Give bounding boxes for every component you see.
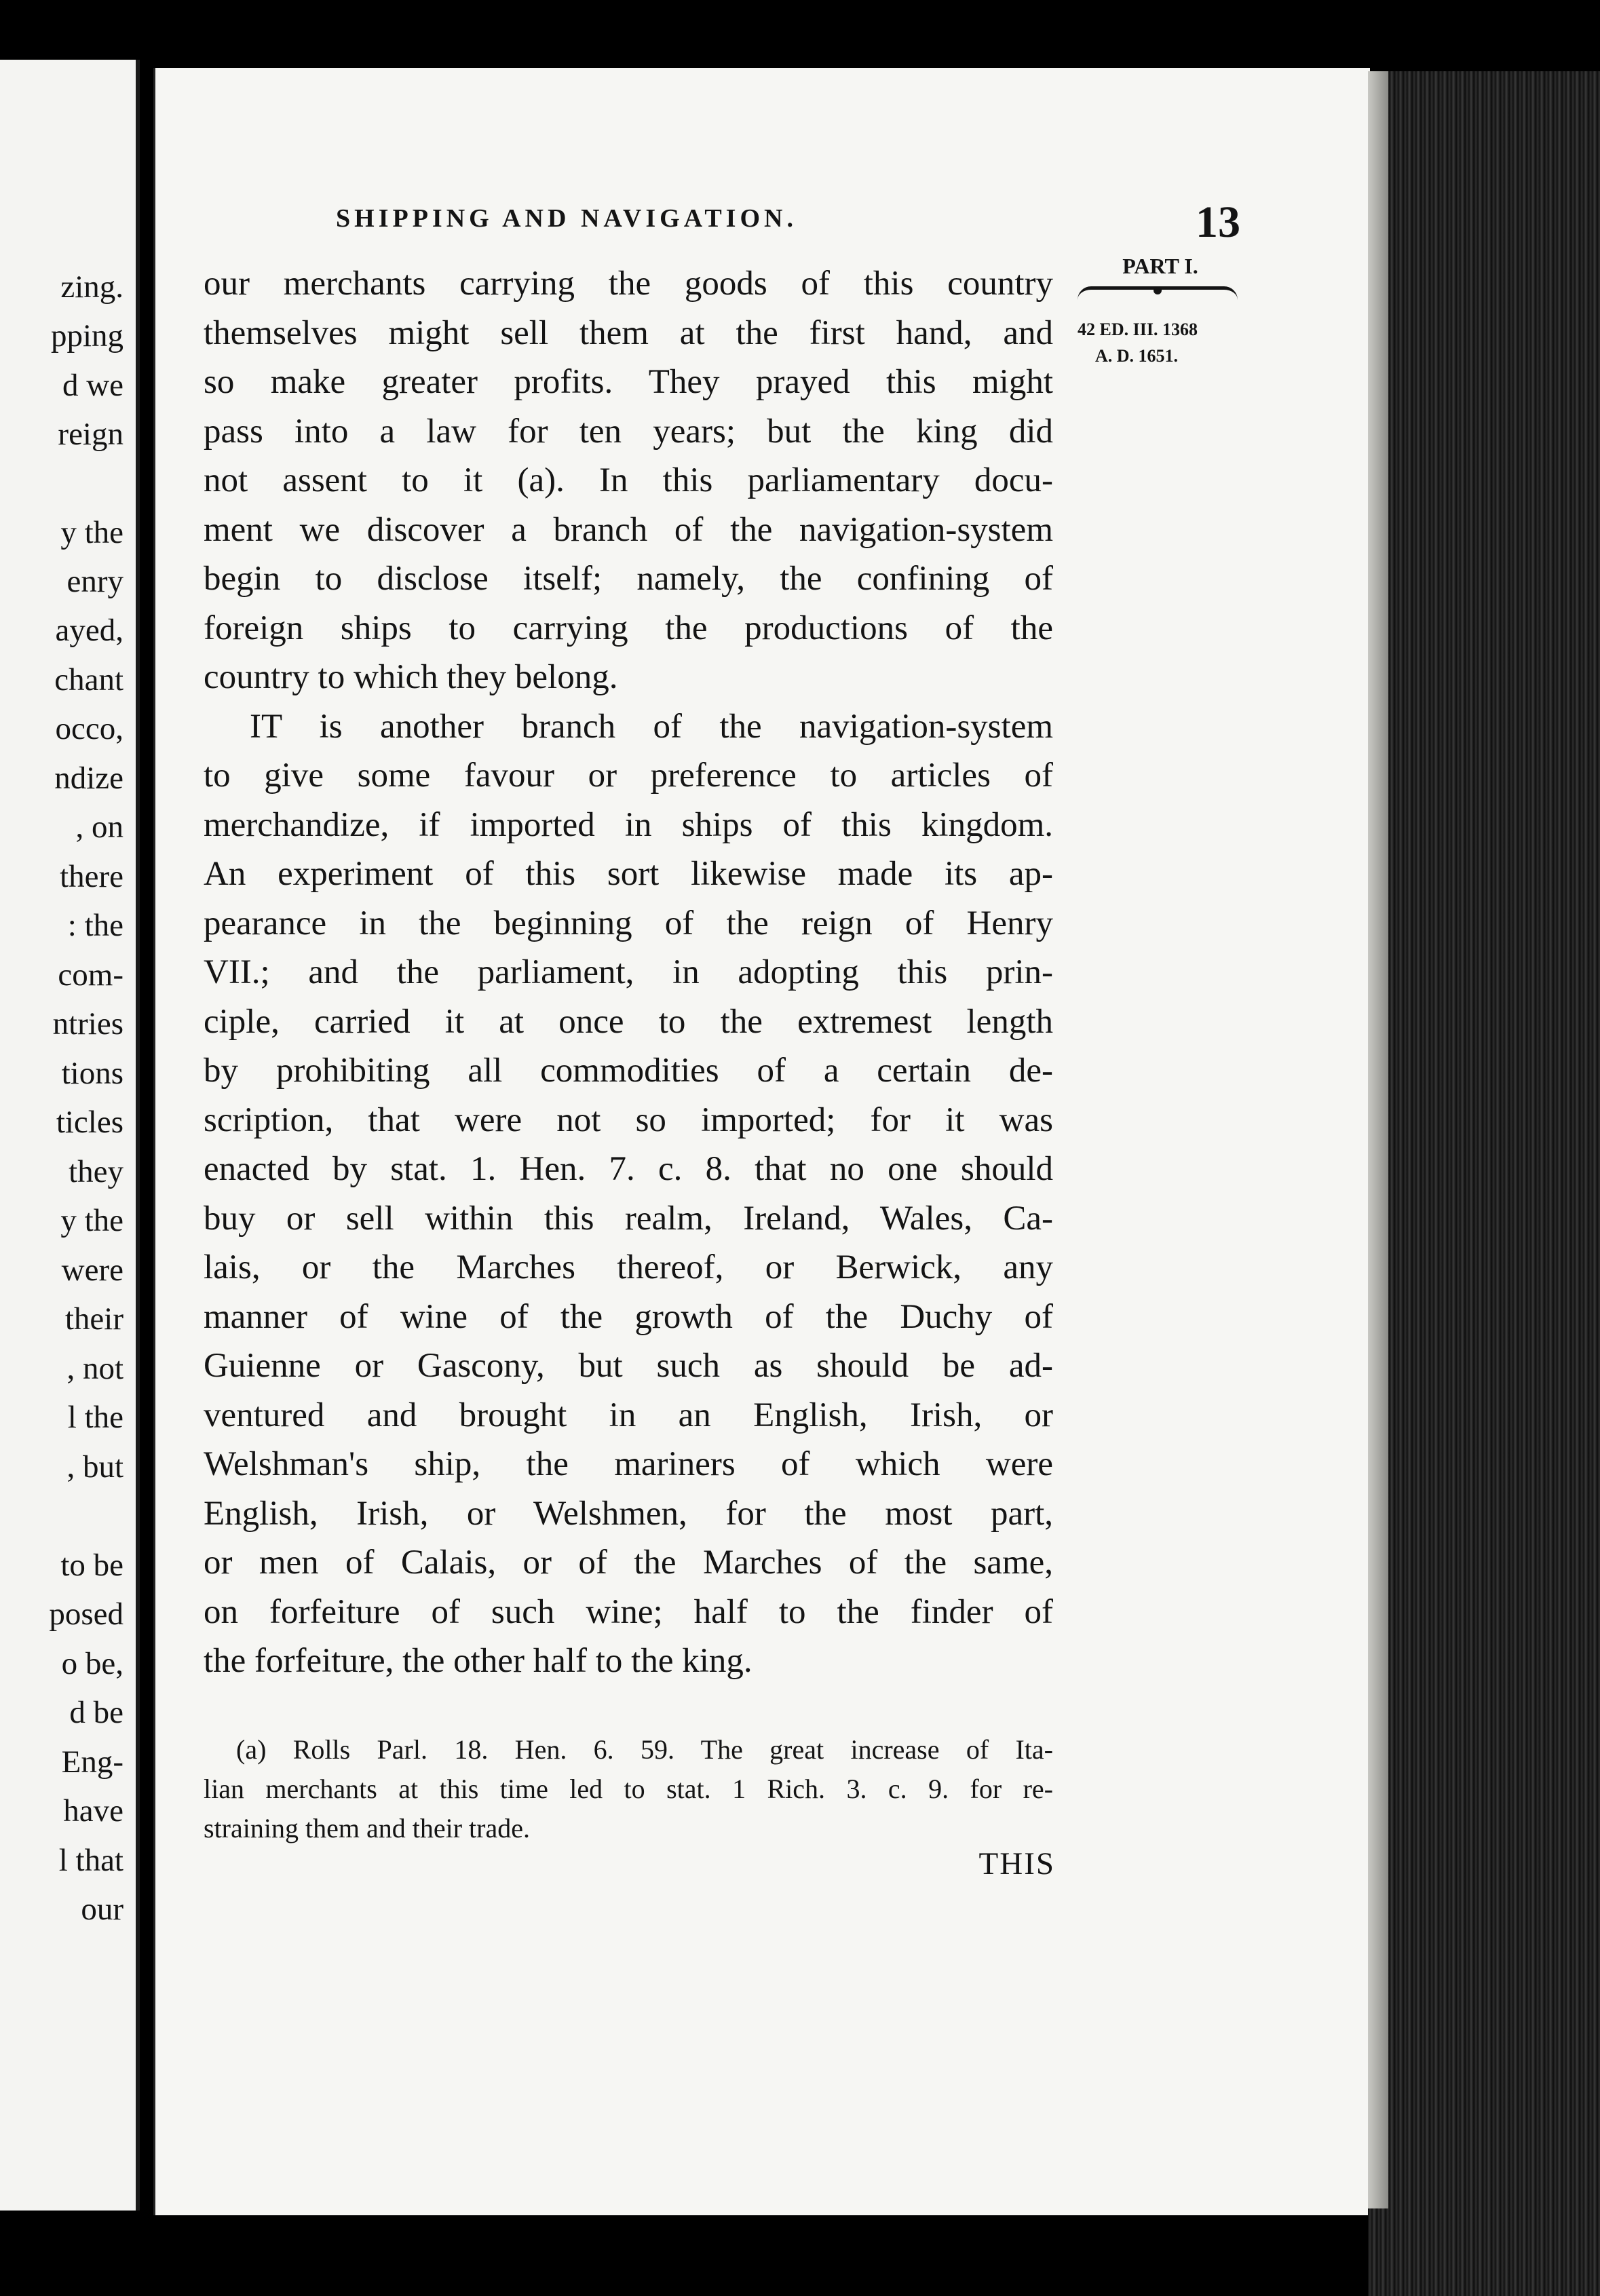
left-page-line: there bbox=[60, 859, 123, 894]
left-page-line: tions bbox=[61, 1056, 123, 1091]
footnote bbox=[204, 1730, 1053, 1848]
body-line: ciple, carried it at once to the extremest length bbox=[204, 1002, 1053, 1041]
left-page-line: y the bbox=[60, 1203, 123, 1238]
left-page-line: d be bbox=[69, 1695, 123, 1730]
left-page-fragment bbox=[0, 60, 140, 2211]
left-page-line: were bbox=[61, 1252, 123, 1288]
body-line: An experiment of this sort likewise made its ap- bbox=[204, 855, 1053, 893]
body-line: themselves might sell them at the first hand, and bbox=[204, 313, 1053, 352]
body-line: ventured and brought in an English, Irish, or bbox=[204, 1396, 1053, 1434]
left-page-line: ndize bbox=[54, 761, 123, 796]
left-page-line: have bbox=[63, 1793, 123, 1829]
body-line: English, Irish, or Welshmen, for the most part, bbox=[204, 1494, 1053, 1533]
left-page-line: o be, bbox=[61, 1646, 123, 1681]
left-page-line: posed bbox=[49, 1596, 123, 1632]
body-line: VII.; and the parliament, in adopting this prin- bbox=[204, 953, 1053, 991]
left-page-line: d we bbox=[62, 368, 123, 403]
body-line: IT is another branch of the navigation-system bbox=[250, 707, 1053, 746]
page-edges bbox=[1368, 71, 1600, 2296]
body-line: ment we discover a branch of the navigation-system bbox=[204, 510, 1053, 549]
left-page-line: enry bbox=[66, 564, 123, 599]
left-page-line: ntries bbox=[52, 1006, 123, 1041]
body-line: merchandize, if imported in ships of this kingdom. bbox=[204, 805, 1053, 844]
left-page-line: , but bbox=[66, 1449, 123, 1485]
margin-regnal-year: 42 ED. III. 1368 bbox=[1078, 320, 1198, 339]
body-line: to give some favour or preference to articles of bbox=[204, 757, 1053, 795]
body-line: so make greater profits. They prayed this might bbox=[204, 363, 1053, 401]
body-line: our merchants carrying the goods of this country bbox=[204, 265, 1053, 303]
body-line: or men of Calais, or of the Marches of the same, bbox=[204, 1544, 1053, 1582]
body-line: enacted by stat. 1. Hen. 7. c. 8. that no one should bbox=[204, 1150, 1053, 1188]
body-line: by prohibiting all commodities of a certain de- bbox=[204, 1052, 1053, 1090]
left-page-line: their bbox=[64, 1301, 123, 1337]
left-page-line: y the bbox=[60, 515, 123, 550]
left-page-line: Eng- bbox=[61, 1744, 123, 1780]
body-line: the forfeiture, the other half to the king. bbox=[204, 1642, 753, 1680]
left-page-line: l that bbox=[58, 1843, 123, 1878]
left-page-line: l the bbox=[67, 1400, 123, 1435]
left-page-line: occo, bbox=[55, 711, 123, 746]
body-line: Welshman's ship, the mariners of which were bbox=[204, 1445, 1053, 1483]
margin-part-label: PART I. bbox=[1122, 254, 1198, 278]
left-page-line: ticles bbox=[56, 1105, 123, 1140]
left-page-line: , not bbox=[66, 1351, 123, 1386]
body-line: not assent to it (a). In this parliamentary docu- bbox=[204, 461, 1053, 499]
body-line: manner of wine of the growth of the Duchy of bbox=[204, 1297, 1053, 1336]
left-page-line: chant bbox=[54, 662, 123, 697]
body-line: on forfeiture of such wine; half to the finder of bbox=[204, 1592, 1053, 1631]
left-page-line: our bbox=[81, 1892, 123, 1927]
left-page-line: , on bbox=[75, 809, 123, 845]
left-page-line: they bbox=[69, 1154, 123, 1189]
margin-year: A. D. 1651. bbox=[1095, 346, 1179, 366]
left-page-line: com- bbox=[58, 957, 123, 993]
body-line: pearance in the beginning of the reign of Henry bbox=[204, 904, 1053, 942]
left-page-line: to be bbox=[60, 1548, 123, 1583]
body-text bbox=[204, 259, 1053, 1686]
body-line: Guienne or Gascony, but such as should be ad- bbox=[204, 1347, 1053, 1385]
left-page-line: zing. bbox=[60, 269, 123, 305]
page-number: 13 bbox=[1196, 197, 1240, 247]
body-line: begin to disclose itself; namely, the confining of bbox=[204, 560, 1053, 598]
footnote-line: straining them and their trade. bbox=[204, 1813, 530, 1843]
catchword: THIS bbox=[978, 1846, 1055, 1881]
left-page-line: pping bbox=[50, 318, 123, 353]
body-line: pass into a law for ten years; but the king did bbox=[204, 412, 1053, 451]
body-line: buy or sell within this realm, Ireland, Wales, Ca- bbox=[204, 1199, 1053, 1238]
left-page-line: reign bbox=[58, 417, 123, 452]
page-edge-highlight bbox=[1368, 71, 1388, 2208]
body-line: scription, that were not so imported; for it was bbox=[204, 1101, 1053, 1139]
footnote-line: lian merchants at this time led to stat. 1 Rich. 3. c. 9. for re- bbox=[204, 1774, 1053, 1804]
body-line: country to which they belong. bbox=[204, 658, 618, 696]
book-gutter bbox=[140, 0, 153, 2296]
footnote-line: (a) Rolls Parl. 18. Hen. 6. 59. The great increase of Ita- bbox=[236, 1734, 1053, 1765]
left-page-line: : the bbox=[67, 908, 123, 943]
left-page-line: ayed, bbox=[55, 613, 123, 648]
margin-brace bbox=[1078, 286, 1238, 314]
running-head: SHIPPING AND NAVIGATION. bbox=[336, 204, 797, 233]
body-line: lais, or the Marches thereof, or Berwick, any bbox=[204, 1248, 1053, 1286]
body-line: foreign ships to carrying the productions of the bbox=[204, 609, 1053, 647]
margin-date-note bbox=[1078, 316, 1247, 369]
